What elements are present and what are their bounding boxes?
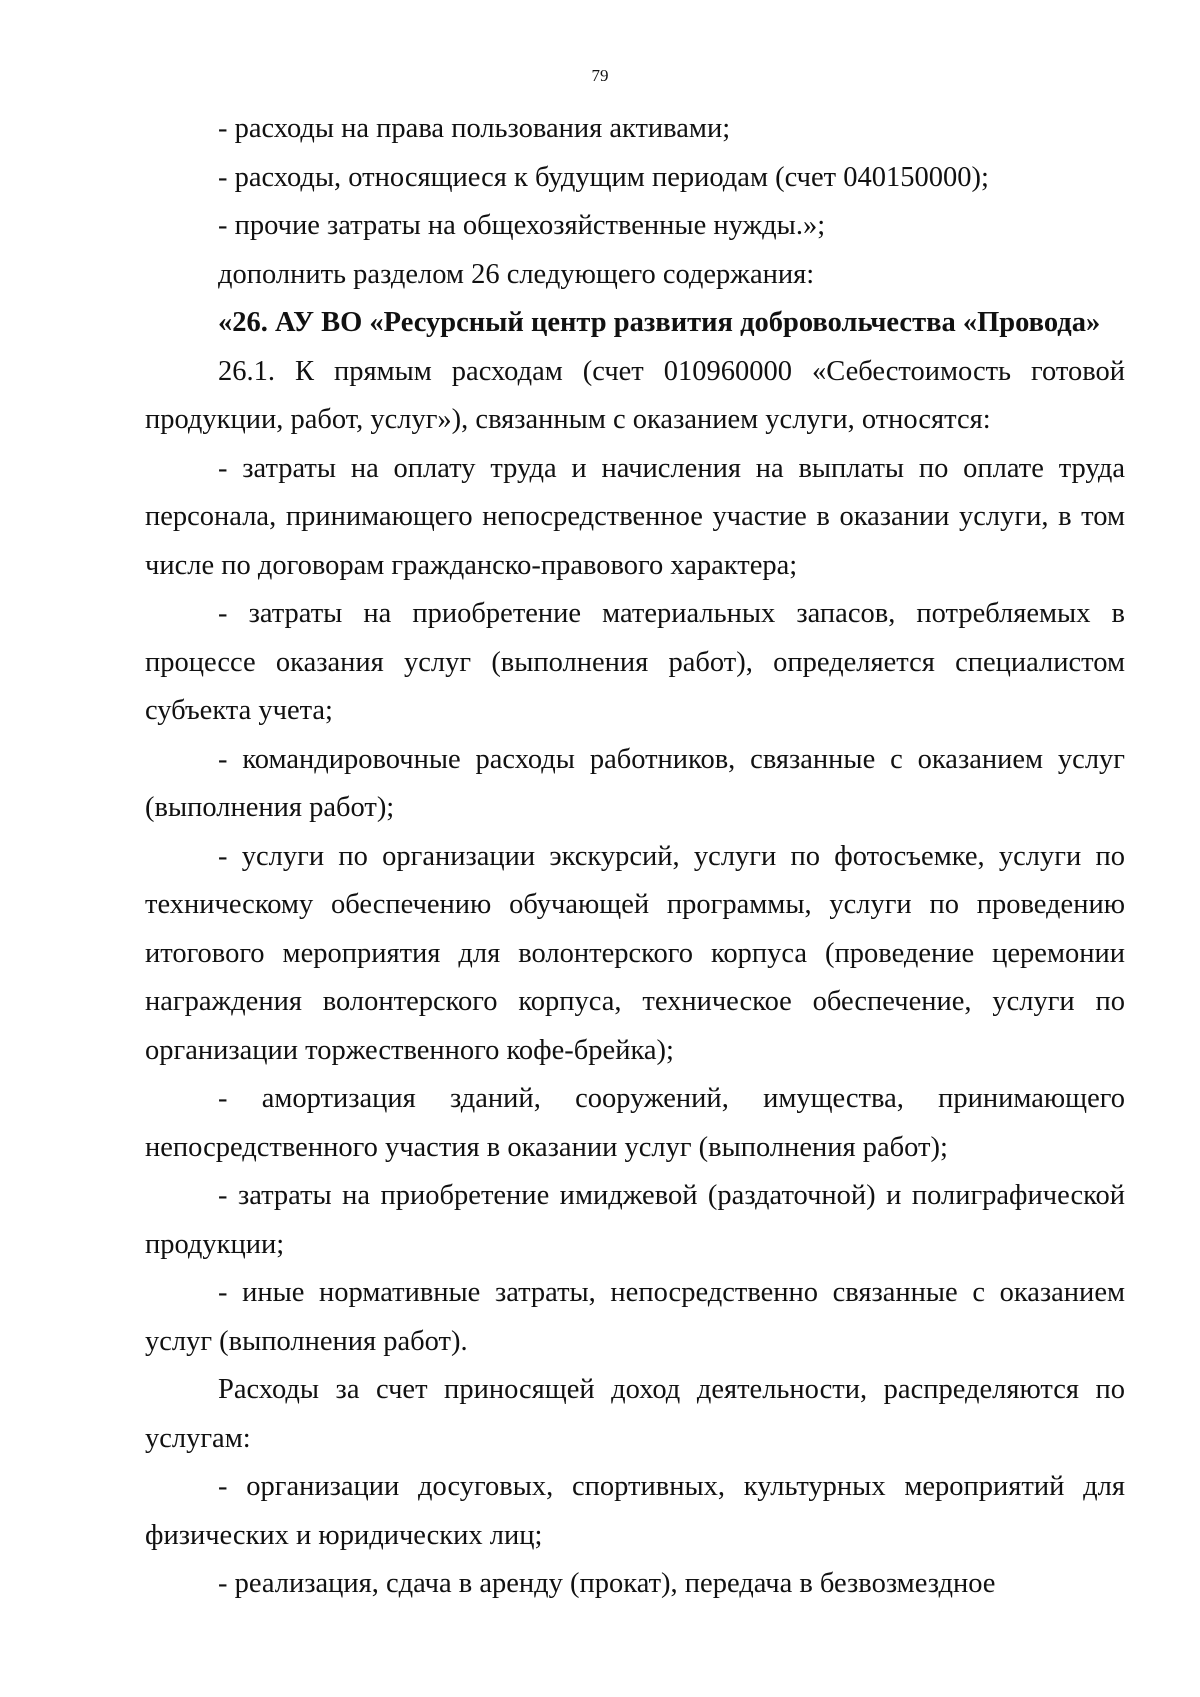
document-body (145, 105, 1125, 1609)
paragraph-bullet-asset-rights: - расходы на права пользования активами; (218, 113, 731, 144)
paragraph-bullet-materials: - затраты на приобретение материальных запасов, потребляемых в процессе оказания услуг (выполнения работ), определяется специалистом субъекта учета; (145, 598, 1125, 726)
paragraph-bullet-printing: - затраты на приобретение имиджевой (раздаточной) и полиграфической продукции; (145, 1180, 1125, 1260)
paragraph-bullet-travel: - командировочные расходы работников, связанные с оказанием услуг (выполнения работ); (145, 743, 1125, 823)
paragraph-bullet-other-costs: - прочие затраты на общехозяйственные нужды.»; (218, 210, 826, 241)
paragraph-bullet-depreciation: - амортизация зданий, сооружений, имущества, принимающего непосредственного участия в оказании услуг (выполнения работ); (145, 1083, 1125, 1163)
paragraph-bullet-labor-costs: - затраты на оплату труда и начисления на выплаты по оплате труда персонала, принимающего непосредственное участие в оказании услуги, в том числе по договорам гражданско-правового характера; (145, 452, 1125, 581)
paragraph-bullet-other-normative: - иные нормативные затраты, непосредственно связанные с оказанием услуг (выполнения работ). (145, 1277, 1125, 1357)
paragraph-bullet-events: - организации досуговых, спортивных, культурных мероприятий для физических и юридических лиц; (145, 1471, 1125, 1551)
paragraph-amendment-intro: дополнить разделом 26 следующего содержания: (218, 258, 815, 290)
paragraph-income-activity: Расходы за счет приносящей доход деятельности, распределяются по услугам: (145, 1374, 1125, 1454)
paragraph-bullet-services: - услуги по организации экскурсий, услуги по фотосъемке, услуги по техническому обеспечению обучающей программы, услуги по проведению итогового мероприятия для волонтерского корпуса (проведение церемонии награждения волонтерского корпуса, техническое обеспечение, услуги по организации торжественного кофе-брейка); (145, 840, 1125, 1066)
paragraph-bullet-rental: - реализация, сдача в аренду (прокат), передача в безвозмездное (218, 1568, 996, 1599)
paragraph-26-1: 26.1. К прямым расходам (счет 010960000 «Себестоимость готовой продукции, работ, услуг»), связанным с оказанием услуги, относятся: (145, 355, 1125, 435)
section-heading: «26. АУ ВО «Ресурсный центр развития добровольчества «Провода» (218, 307, 1101, 338)
page-number: 79 (591, 66, 609, 85)
paragraph-bullet-future-periods: - расходы, относящиеся к будущим периодам (счет 040150000); (218, 161, 989, 193)
